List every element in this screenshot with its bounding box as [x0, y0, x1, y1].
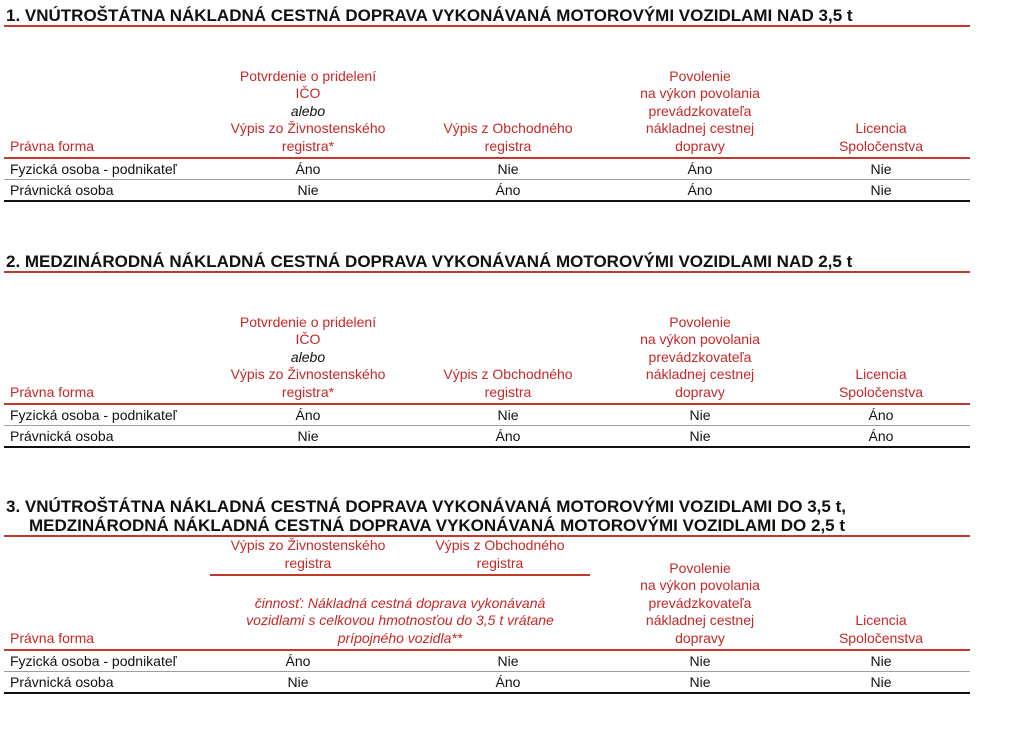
header-activity-note: činnosť: Nákladná cestná doprava vykonávaná vozidlami s celkovou hmotnosťou do 3,5 t vrátane prípojného vozidla** [246, 594, 554, 646]
section-3-heading-line-2: MEDZINÁRODNÁ NÁKLADNÁ CESTNÁ DOPRAVA VYKONÁVANÁ MOTOROVÝMI VOZIDLAMI DO 2,5 t [29, 516, 846, 535]
cell-col2: Áno [495, 674, 521, 690]
cell-col1: Nie [297, 428, 319, 444]
section-3-heading-line-1: 3. VNÚTROŠTÁTNA NÁKLADNÁ CESTNÁ DOPRAVA VYKONÁVANÁ MOTOROVÝMI VOZIDLAMI DO 3,5 t, [6, 497, 846, 516]
header-commercial-register: Výpis z Obchodného registra [443, 120, 573, 154]
header-commercial-register: Výpis z Obchodného registra [435, 537, 565, 571]
cell-col2: Áno [495, 428, 521, 444]
header-operator-permit: Povolenie na výkon povolania prevádzkovateľa nákladnej cestnej dopravy [640, 67, 760, 154]
header-operator-permit: Povolenie na výkon povolania prevádzkovateľa nákladnej cestnej dopravy [640, 313, 760, 400]
section-1-heading: 1. VNÚTROŠTÁTNA NÁKLADNÁ CESTNÁ DOPRAVA VYKONÁVANÁ MOTOROVÝMI VOZIDLAMI NAD 3,5 t [6, 6, 853, 25]
cell-legal-form: Fyzická osoba - podnikateľ [10, 161, 177, 177]
section-2-table [4, 273, 970, 448]
cell-legal-form: Právnická osoba [10, 428, 114, 444]
table-header [4, 537, 970, 649]
header-legal-form: Právna forma [10, 383, 95, 400]
cell-col4: Nie [870, 182, 892, 198]
header-trade-register: Výpis zo Živnostenského registra [230, 537, 386, 571]
section-3 [4, 497, 970, 694]
table-row [4, 672, 970, 692]
table-bottom-rule [4, 200, 970, 202]
cell-col3: Nie [689, 428, 711, 444]
cell-col1: Nie [287, 674, 309, 690]
header-ico-or-trade-register: Potvrdenie o pridelení IČO alebo Výpis zo Živnostenského registra* [230, 313, 386, 400]
header-legal-form: Právna forma [10, 629, 95, 646]
cell-col4: Áno [868, 407, 894, 423]
table-row [4, 426, 970, 446]
section-3-table [4, 537, 970, 694]
section-2 [4, 252, 970, 448]
activity-rule [210, 574, 590, 576]
header-community-licence: Licencia Spoločenstva [838, 120, 924, 154]
cell-col4: Nie [870, 674, 892, 690]
cell-col1: Nie [297, 182, 319, 198]
header-ico-or-trade-register: Potvrdenie o pridelení IČO alebo Výpis zo Živnostenského registra* [230, 67, 386, 154]
cell-col2: Áno [495, 182, 521, 198]
cell-col4: Nie [870, 161, 892, 177]
table-row [4, 651, 970, 671]
section-2-heading: 2. MEDZINÁRODNÁ NÁKLADNÁ CESTNÁ DOPRAVA VYKONÁVANÁ MOTOROVÝMI VOZIDLAMI NAD 2,5 t [6, 252, 853, 271]
cell-legal-form: Fyzická osoba - podnikateľ [10, 407, 177, 423]
cell-col3: Áno [687, 161, 713, 177]
header-commercial-register: Výpis z Obchodného registra [443, 366, 573, 400]
cell-legal-form: Právnická osoba [10, 182, 114, 198]
section-1-table [4, 27, 970, 202]
table-bottom-rule [4, 692, 970, 694]
cell-col1: Áno [295, 161, 321, 177]
header-operator-permit: Povolenie na výkon povolania prevádzkovateľa nákladnej cestnej dopravy [640, 559, 760, 646]
cell-col3: Áno [687, 182, 713, 198]
section-3-heading [4, 497, 970, 535]
cell-legal-form: Fyzická osoba - podnikateľ [10, 653, 177, 669]
table-row [4, 159, 970, 179]
cell-col1: Áno [285, 653, 311, 669]
section-1 [4, 6, 970, 202]
cell-col1: Áno [295, 407, 321, 423]
cell-col3: Nie [689, 407, 711, 423]
cell-col2: Nie [497, 161, 519, 177]
header-community-licence: Licencia Spoločenstva [838, 366, 924, 400]
cell-col3: Nie [689, 674, 711, 690]
cell-col2: Nie [497, 407, 519, 423]
cell-col2: Nie [497, 653, 519, 669]
table-row [4, 405, 970, 425]
table-row [4, 180, 970, 200]
header-community-licence: Licencia Spoločenstva [838, 612, 924, 646]
cell-col4: Áno [868, 428, 894, 444]
table-header [4, 27, 970, 157]
table-bottom-rule [4, 446, 970, 448]
table-header [4, 273, 970, 403]
cell-legal-form: Právnická osoba [10, 674, 114, 690]
cell-col4: Nie [870, 653, 892, 669]
header-legal-form: Právna forma [10, 137, 95, 154]
cell-col3: Nie [689, 653, 711, 669]
